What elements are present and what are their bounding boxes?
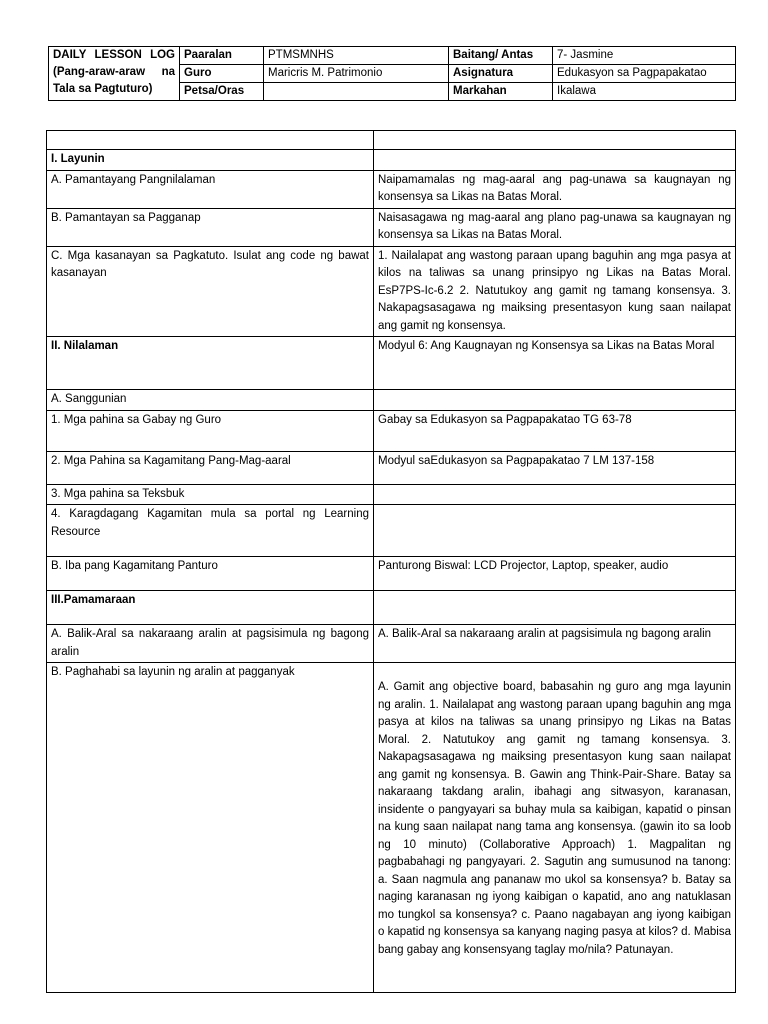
- table-row: [47, 591, 736, 625]
- table-row: [47, 131, 736, 150]
- teksbuk-value: [374, 484, 736, 505]
- gabay-guro-value: Gabay sa Edukasyon sa Pagpapakatao TG 63-78: [374, 410, 736, 451]
- table-row: [47, 663, 736, 993]
- sanggunian-value: [374, 390, 736, 411]
- header-table: [48, 46, 736, 101]
- kasanayan-label: C. Mga kasanayan sa Pagkatuto. Isulat ang code ng bawat kasanayan: [47, 246, 374, 337]
- pamantayang-pangnilalaman-value: Naipamamalas ng mag-aaral ang pag-unawa sa kaugnayan ng konsensya sa Likas na Batas Moral.: [374, 170, 736, 208]
- layunin-value: [374, 150, 736, 171]
- pamantayan-pagganap-label: B. Pamantayan sa Pagganap: [47, 208, 374, 246]
- markahan-value: Ikalawa: [553, 83, 736, 101]
- petsa-value: [264, 83, 449, 101]
- table-row: [47, 208, 736, 246]
- log-title-line1: DAILY LESSON LOG: [53, 49, 175, 61]
- pamantayan-pagganap-value: Naisasagawa ng mag-aaral ang plano pag-unawa sa kaugnayan ng konsensya sa Likas na Batas Moral.: [374, 208, 736, 246]
- table-row: [47, 484, 736, 505]
- karagdagang-kagamitan-value: [374, 505, 736, 557]
- layunin-label: I. Layunin: [47, 150, 374, 171]
- pamamaraan-value: [374, 591, 736, 625]
- asignatura-label: Asignatura: [449, 65, 553, 83]
- lesson-table: [46, 130, 736, 993]
- balik-aral-label: A. Balik-Aral sa nakaraang aralin at pagsisimula ng bagong aralin: [47, 625, 374, 663]
- asignatura-value: Edukasyon sa Pagpapakatao: [553, 65, 736, 83]
- kagamitang-mag-aaral-value: Modyul saEdukasyon sa Pagpapakatao 7 LM 137-158: [374, 451, 736, 484]
- paaralan-label: Paaralan: [180, 47, 264, 65]
- petsa-label: Petsa/Oras: [180, 83, 264, 101]
- paghahabi-value: A. Gamit ang objective board, babasahin ng guro ang mga layunin ng aralin. 1. Nailalapat ang wastong paraan upang baguhin ang mga pasya at kilos na taliwas sa unang prinsipyo ng Likas na Batas Moral. 2. Natutukoy ang gamit ng tamang konsensya. 3. Nakapagsasagawa ng maiksing presentasyon kung saan nailapat ang gamit ng konsensya. B. Gawin ang Think-Pair-Share. Batay sa nakaraang takdang aralin, ibahagi ang sitwasyon, karanasan, insidente o pangyayari sa buhay mula sa kaibigan, kapatid o pinsan na kung saan nailapat nang tama ang konsensya. (gawin ito sa loob ng 10 minuto) (Collaborative Approach) 1. Magpalitan ng pagbabahagi ng pangyayari. 2. Sagutin ang sumusunod na tanong: a. Saan nagmula ang pananaw mo ukol sa konsensya? b. Batay sa naging karanasan ng iyong kaibigan o kapatid, ano ang natuklasan mo tungkol sa konsensya? c. Paano nagabayan ang iyong kaibigan o kapatid ng konsensya sa kanyang naging pasya at kilos? d. Mabisa bang gabay ang konsensyang taglay mo/nila? Patunayan.: [374, 663, 736, 993]
- table-row: [47, 557, 736, 591]
- table-row: [47, 337, 736, 390]
- baitang-value: 7- Jasmine: [553, 47, 736, 65]
- iba-pang-kagamitan-value: Panturong Biswal: LCD Projector, Laptop, speaker, audio: [374, 557, 736, 591]
- table-row: [47, 451, 736, 484]
- log-title: [49, 47, 180, 101]
- pamamaraan-label: III.Pamamaraan: [47, 591, 374, 625]
- kasanayan-value: 1. Nailalapat ang wastong paraan upang baguhin ang mga pasya at kilos na taliwas sa unang prinsipyo ng Likas na Batas Moral. EsP7PS-Ic-6.2 2. Natutukoy ang gamit ng tamang konsensya. 3. Nakapagsasagawa ng maiksing presentasyon kung saan nailapat ang gamit ng konsensya.: [374, 246, 736, 337]
- sanggunian-label: A. Sanggunian: [47, 390, 374, 411]
- log-title-line3: Tala sa Pagtuturo): [53, 83, 153, 95]
- blank-cell: [374, 131, 736, 150]
- balik-aral-value: A. Balik-Aral sa nakaraang aralin at pagsisimula ng bagong aralin: [374, 625, 736, 663]
- nilalaman-value: Modyul 6: Ang Kaugnayan ng Konsensya sa Likas na Batas Moral: [374, 337, 736, 390]
- guro-label: Guro: [180, 65, 264, 83]
- markahan-label: Markahan: [449, 83, 553, 101]
- pamantayang-pangnilalaman-label: A. Pamantayang Pangnilalaman: [47, 170, 374, 208]
- nilalaman-label: II. Nilalaman: [47, 337, 374, 390]
- paghahabi-label: B. Paghahabi sa layunin ng aralin at pagganyak: [47, 663, 374, 993]
- iba-pang-kagamitan-label: B. Iba pang Kagamitang Panturo: [47, 557, 374, 591]
- table-row: [47, 246, 736, 337]
- table-row: [47, 410, 736, 451]
- karagdagang-kagamitan-label: 4. Karagdagang Kagamitan mula sa portal ng Learning Resource: [47, 505, 374, 557]
- guro-value: Maricris M. Patrimonio: [264, 65, 449, 83]
- paaralan-value: PTMSMNHS: [264, 47, 449, 65]
- blank-cell: [47, 131, 374, 150]
- kagamitang-mag-aaral-label: 2. Mga Pahina sa Kagamitang Pang-Mag-aaral: [47, 451, 374, 484]
- table-row: [47, 170, 736, 208]
- teksbuk-label: 3. Mga pahina sa Teksbuk: [47, 484, 374, 505]
- baitang-label: Baitang/ Antas: [449, 47, 553, 65]
- table-row: [47, 505, 736, 557]
- log-title-line2: (Pang-araw-araw na: [53, 66, 175, 78]
- table-row: [47, 150, 736, 171]
- table-row: [47, 625, 736, 663]
- table-row: [47, 390, 736, 411]
- gabay-guro-label: 1. Mga pahina sa Gabay ng Guro: [47, 410, 374, 451]
